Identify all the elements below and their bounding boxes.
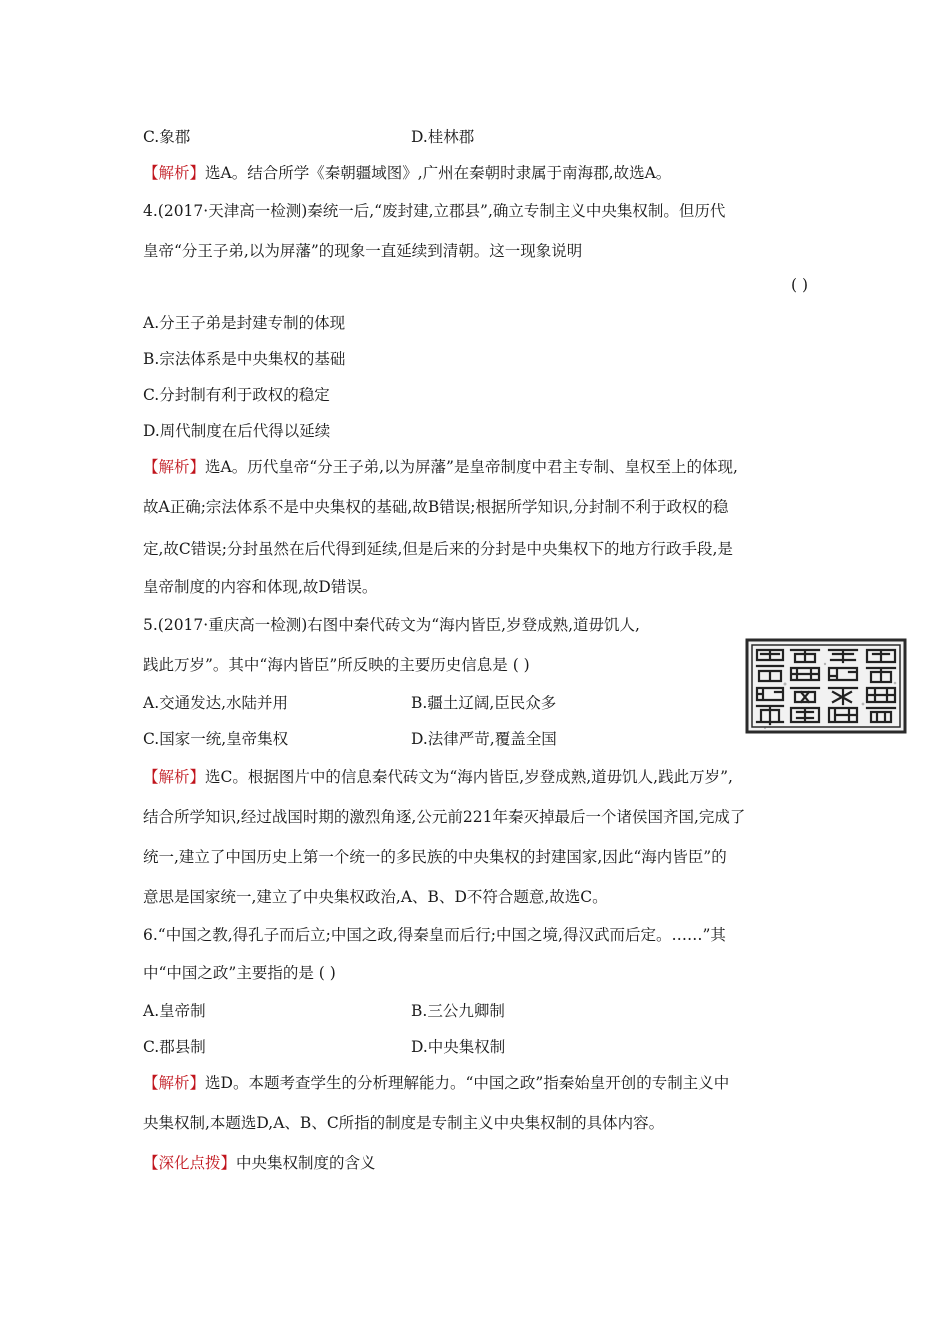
q5-options-cd	[143, 728, 808, 750]
q4-stem-line2: 皇帝“分王子弟,以为屏藩”的现象一直延续到清朝。这一现象说明	[143, 242, 583, 260]
q4-analysis-line2: 故A正确;宗法体系不是中央集权的基础,故B错误;根据所学知识,分封制不利于政权的稳	[143, 498, 729, 516]
q5-stem-line2: 践此万岁”。其中“海内皆臣”所反映的主要历史信息是 ( )	[143, 656, 530, 674]
q5-option-c: C.国家一统,皇帝集权	[143, 730, 289, 748]
q3-option-c: C.象郡	[143, 128, 191, 146]
q6-option-b: B.三公九卿制	[411, 1002, 505, 1020]
q4-analysis-line3: 定,故C错误;分封虽然在后代得到延续,但是后来的分封是中央集权下的地方行政手段,是	[143, 540, 733, 558]
q6-option-d: D.中央集权制	[411, 1038, 506, 1056]
q4-analysis-line4: 皇帝制度的内容和体现,故D错误。	[143, 578, 378, 596]
q3-option-d: D.桂林郡	[411, 128, 475, 146]
q4-stem-line1: 4.(2017·天津高一检测)秦统一后,“废封建,立郡县”,确立专制主义中央集权制。但历代	[143, 202, 726, 220]
q5-analysis-line4: 意思是国家统一,建立了中央集权政治,A、B、D不符合题意,故选C。	[143, 888, 608, 906]
q6-analysis-line2: 央集权制,本题选D,A、B、C所指的制度是专制主义中央集权制的具体内容。	[143, 1114, 665, 1132]
q5-analysis-line3: 统一,建立了中国历史上第一个统一的多民族的中央集权的封建国家,因此“海内皆臣”的	[143, 848, 727, 866]
tip-line	[143, 1152, 808, 1174]
q5-stem-line1: 5.(2017·重庆高一检测)右图中秦代砖文为“海内皆臣,岁登成熟,道毋饥人,	[143, 616, 640, 634]
q5-option-d: D.法律严苛,覆盖全国	[411, 730, 557, 748]
q6-option-c: C.郡县制	[143, 1038, 206, 1056]
q4-analysis-line1	[143, 456, 808, 478]
q5-analysis-line2: 结合所学知识,经过战国时期的激烈角逐,公元前221年秦灭掉最后一个诸侯国齐国,完成了	[143, 808, 746, 826]
q5-option-a: A.交通发达,水陆并用	[143, 694, 289, 712]
q4-option-a: A.分王子弟是封建专制的体现	[143, 314, 346, 332]
q6-options-ab	[143, 1000, 808, 1022]
q6-stem-line2: 中“中国之政”主要指的是 ( )	[143, 964, 336, 982]
qin-brick-inscription-image	[745, 638, 907, 734]
q5-options-ab	[143, 692, 808, 714]
analysis-tag: 【解析】	[143, 164, 206, 182]
q4-option-b: B.宗法体系是中央集权的基础	[143, 350, 346, 368]
q5-analysis-line1	[143, 766, 808, 788]
q4-option-c: C.分封制有利于政权的稳定	[143, 386, 330, 404]
q4-answer-paren: ( )	[790, 276, 808, 294]
q4-analysis-text-1: 选A。历代皇帝“分王子弟,以为屏藩”是皇帝制度中君主专制、皇权至上的体现,	[205, 458, 738, 476]
q6-analysis-text-1: 选D。本题考查学生的分析理解能力。“中国之政”指秦始皇开创的专制主义中	[205, 1074, 730, 1092]
tip-text: 中央集权制度的含义	[236, 1154, 376, 1172]
analysis-tag: 【解析】	[143, 1074, 206, 1092]
q4-option-d: D.周代制度在后代得以延续	[143, 422, 331, 440]
tip-tag: 【深化点拨】	[143, 1154, 237, 1172]
q6-options-cd	[143, 1036, 808, 1058]
q6-option-a: A.皇帝制	[143, 1002, 206, 1020]
analysis-tag: 【解析】	[143, 768, 206, 786]
q3-options-cd	[143, 126, 808, 148]
q6-stem-line1: 6.“中国之教,得孔子而后立;中国之政,得秦皇而后行;中国之境,得汉武而后定。……”其	[143, 926, 726, 944]
q3-analysis-text: 选A。结合所学《秦朝疆域图》,广州在秦朝时隶属于南海郡,故选A。	[205, 164, 672, 182]
q3-analysis	[143, 162, 808, 184]
q5-analysis-text-1: 选C。根据图片中的信息秦代砖文为“海内皆臣,岁登成熟,道毋饥人,践此万岁”,	[205, 768, 733, 786]
q5-option-b: B.疆土辽阔,臣民众多	[411, 694, 557, 712]
analysis-tag: 【解析】	[143, 458, 206, 476]
q6-analysis-line1	[143, 1072, 808, 1094]
